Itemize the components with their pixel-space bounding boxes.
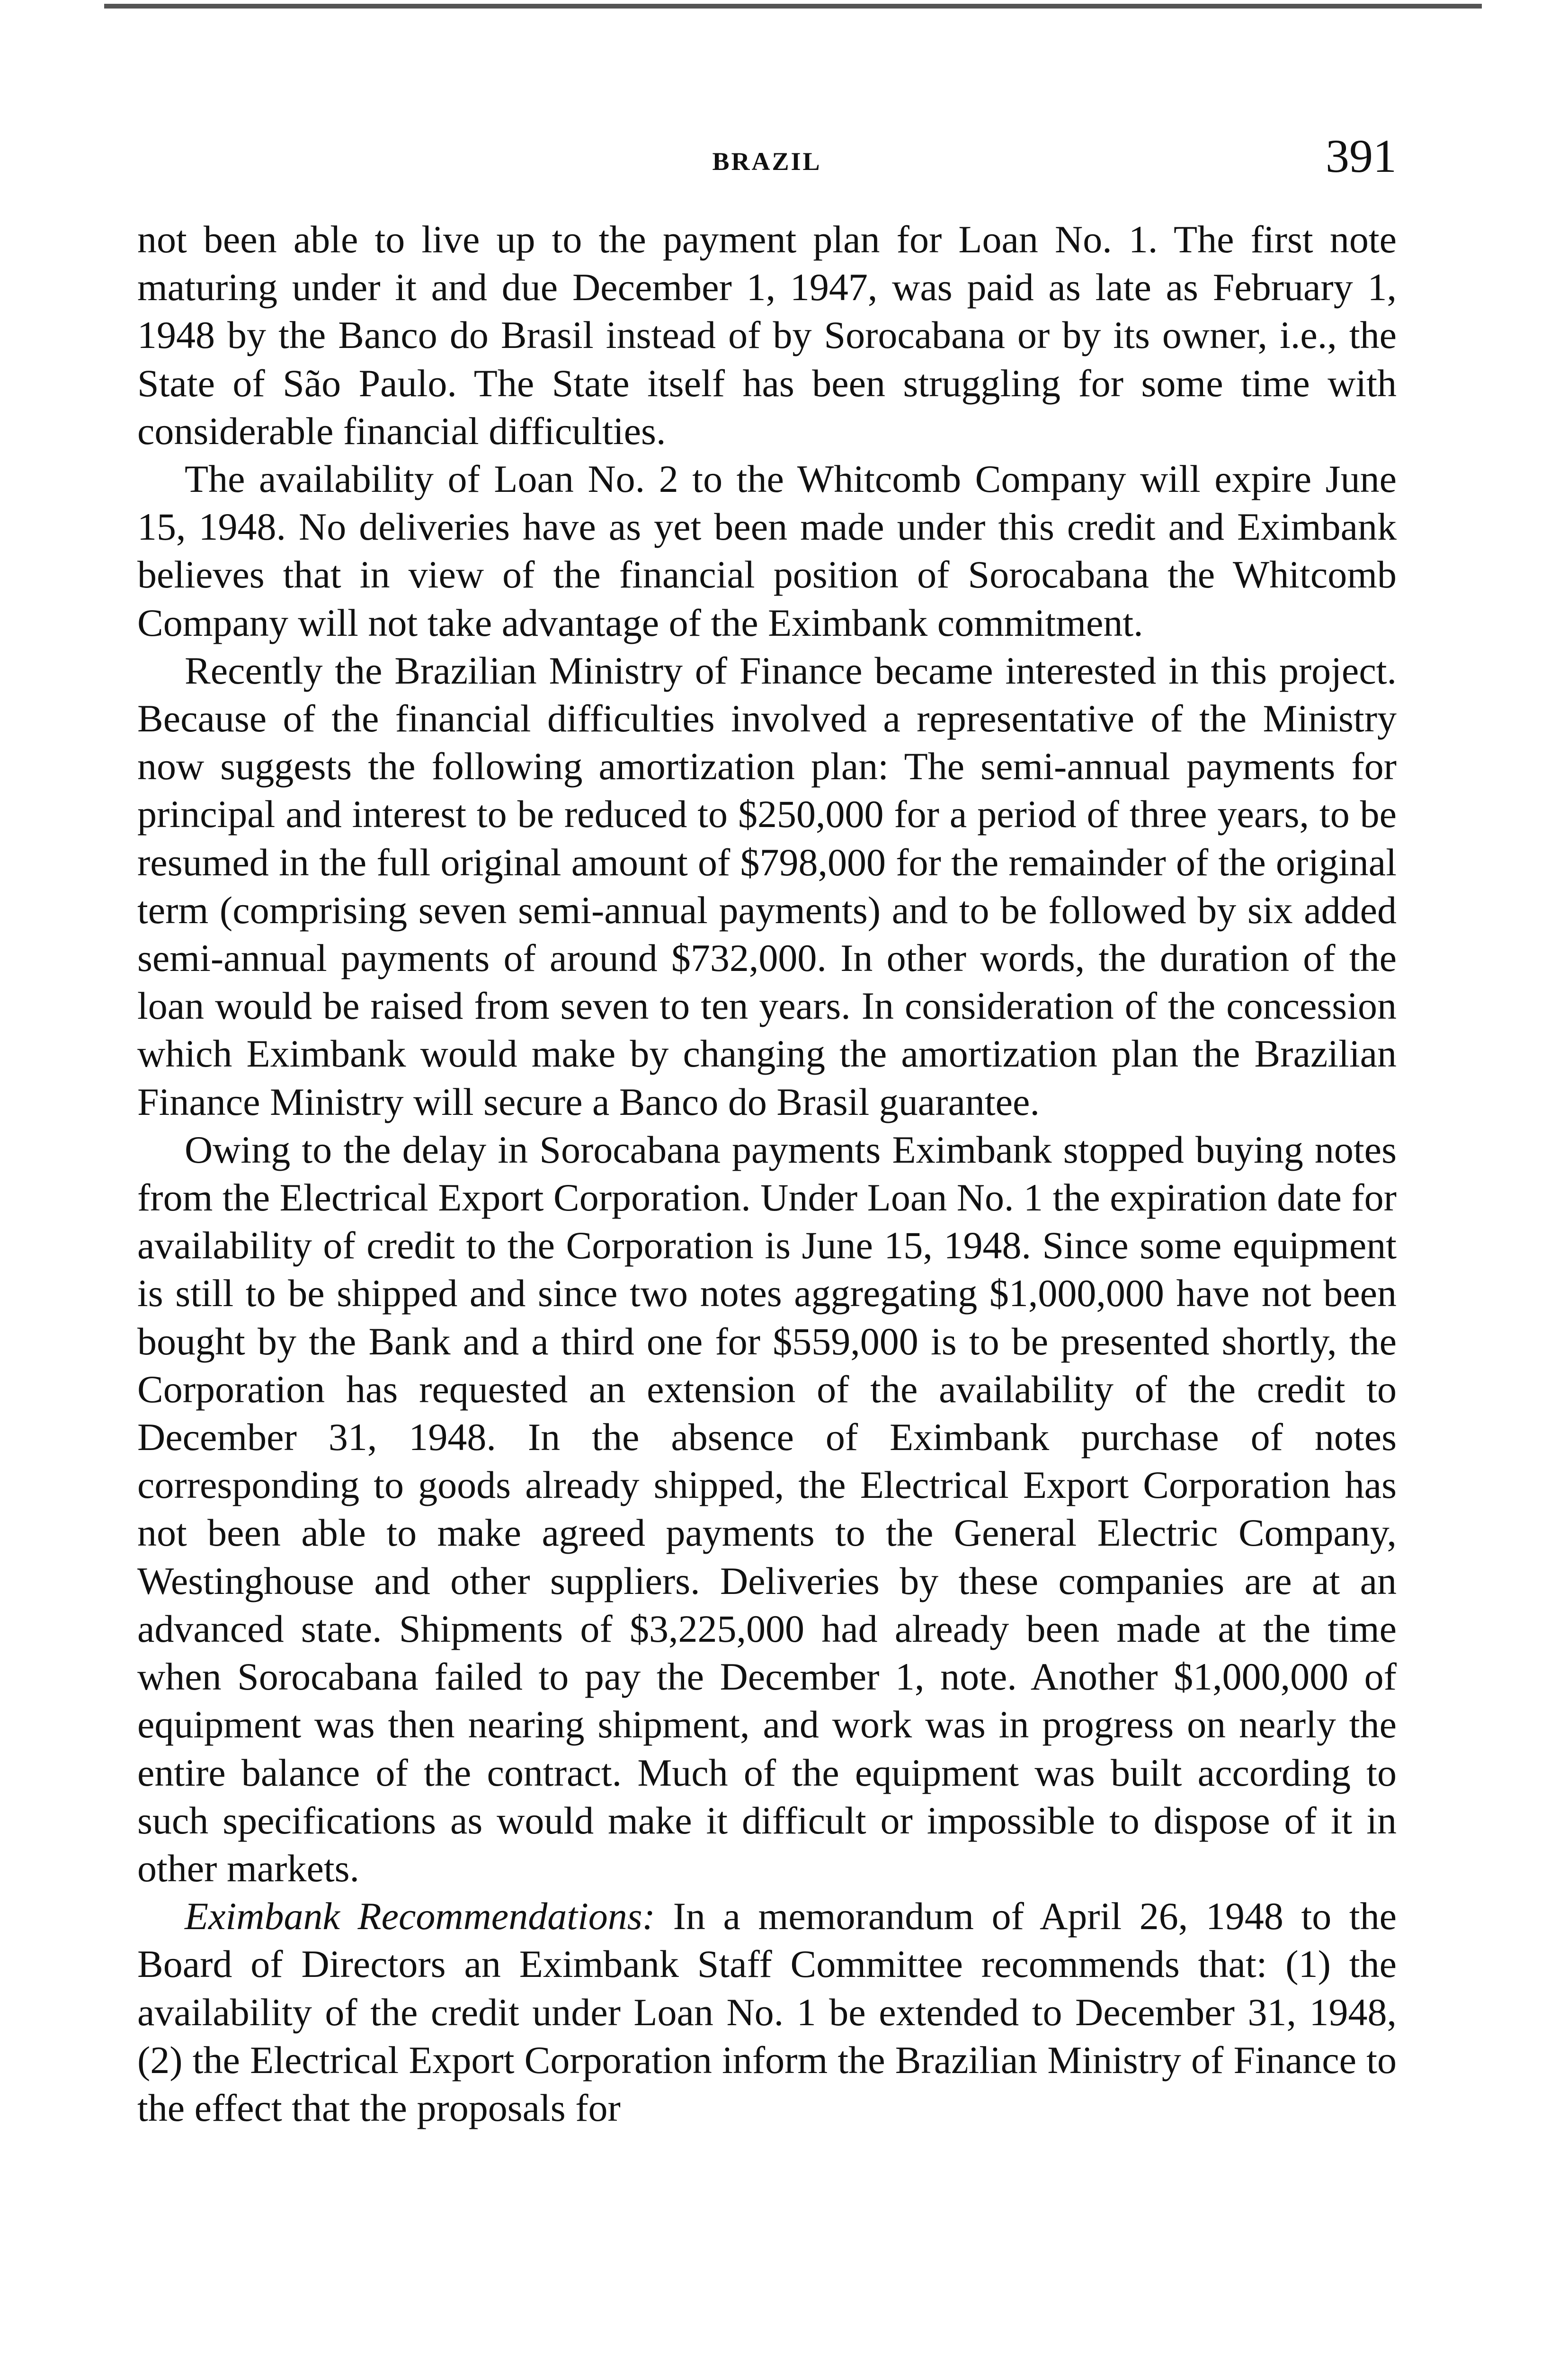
recommendations-text: In a memorandum of April 26, 1948 to the Board of Directors an Eximbank Staff Committee recommends that: (1) the availability of the credit under Loan No. 1 be extended to December 31, 1948, (2) the Electrical Export Corporation inform the Brazilian Ministry of Finance to the effect that the proposals for <box>137 1895 1397 2129</box>
paragraph-electrical-export: Owing to the delay in Sorocabana payments Eximbank stopped buying notes from the Electrical Export Corporation. Under Loan No. 1 the expiration date for availability of credit to the Corporation is June 15, 1948. Since some equipment is still to be shipped and since two notes aggregating $1,000,000 have not been bought by the Bank and a third one for $559,000 is to be presented shortly, the Corporation has requested an extension of the availability of the credit to December 31, 1948. In the absence of Eximbank purchase of notes corresponding to goods already shipped, the Electrical Export Corporation has not been able to make agreed payments to the General Electric Company, Westinghouse and other suppliers. Deliveries by these companies are at an advanced state. Shipments of $3,225,000 had already been made at the time when Sorocabana failed to pay the December 1, note. Another $1,000,000 of equipment was then nearing shipment, and work was in progress on nearly the entire balance of the contract. Much of the equipment was built according to such specifications as would make it difficult or impossible to dispose of it in other markets. <box>137 1128 1397 1890</box>
page-header <box>137 129 1397 195</box>
body-text <box>137 215 1397 2132</box>
top-rule <box>104 4 1482 9</box>
recommendations-heading: Eximbank Recommendations: <box>185 1895 655 1938</box>
paragraph-ministry-of-finance: Recently the Brazilian Ministry of Finance became interested in this project. Because of the financial difficulties involved a representative of the Ministry now suggests the following amortization plan: The semi-annual payments for principal and interest to be reduced to $250,000 for a period of three years, to be resumed in the full original amount of $798,000 for the remainder of the original term (comprising seven semi-annual payments) and to be followed by six added semi-annual payments of around $732,000. In other words, the duration of the loan would be raised from seven to ten years. In consideration of the concession which Eximbank would make by changing the amortization plan the Brazilian Finance Ministry will secure a Banco do Brasil guarantee. <box>137 649 1397 1123</box>
paragraph-continued: not been able to live up to the payment plan for Loan No. 1. The first note maturing under it and due December 1, 1947, was paid as late as February 1, 1948 by the Banco do Brasil instead of by Sorocabana or by its owner, i.e., the State of São Paulo. The State itself has been struggling for some time with considerable financial difficulties. <box>137 218 1397 453</box>
page-number: 391 <box>1326 130 1397 182</box>
paragraph-recommendations <box>137 1892 1397 2132</box>
running-head: BRAZIL <box>712 147 822 176</box>
paragraph-loan-no-2: The availability of Loan No. 2 to the Whitcomb Company will expire June 15, 1948. No deliveries have as yet been made under this credit and Eximbank believes that in view of the financial position of Sorocabana the Whitcomb Company will not take advantage of the Eximbank commitment. <box>137 457 1397 644</box>
